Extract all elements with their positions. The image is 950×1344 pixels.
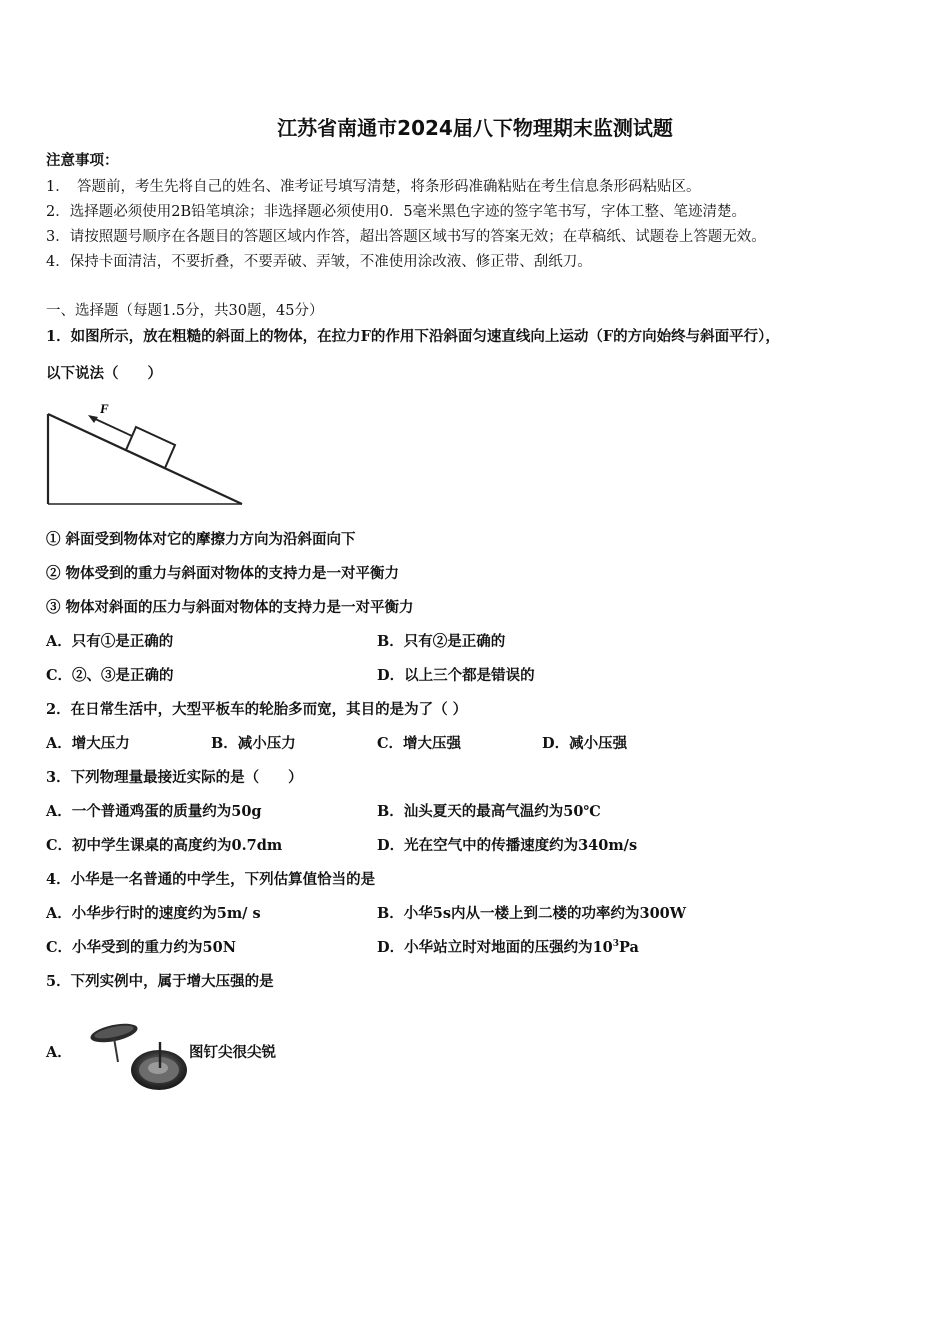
q1-option-b: B．只有②是正确的 bbox=[377, 633, 506, 650]
q5-option-a-label: A． bbox=[46, 1044, 72, 1061]
q1-statement-1: ① 斜面受到物体对它的摩擦力方向为沿斜面向下 bbox=[46, 531, 356, 548]
q1-option-c: C．②、③是正确的 bbox=[46, 667, 174, 684]
q3-option-c: C．初中学生课桌的高度约为0.7dm bbox=[46, 837, 283, 854]
q1-option-d: D．以上三个都是错误的 bbox=[377, 667, 535, 684]
q4-option-d bbox=[377, 938, 639, 958]
q4-option-a: A．小华步行时的速度约为5m/ s bbox=[46, 905, 261, 922]
notice-item-2: 2．选择题必须使用2B铅笔填涂；非选择题必须使用0．5毫米黑色字迹的签字笔书写，字体工整、笔迹清楚。 bbox=[46, 204, 747, 220]
block-shape bbox=[126, 427, 175, 468]
q2-stem: 2．在日常生活中，大型平板车的轮胎多而宽，其目的是为了（ ） bbox=[46, 701, 468, 718]
q3-option-d: D．光在空气中的传播速度约为340m/s bbox=[377, 837, 638, 854]
q4-option-d-exponent: 3 bbox=[612, 939, 620, 950]
notice-item-3: 3．请按照题号顺序在各题目的答题区域内作答，超出答题区域书写的答案无效；在草稿纸、试题卷上答题无效。 bbox=[46, 229, 766, 245]
q4-option-b: B．小华5s内从一楼上到二楼的功率约为300W bbox=[377, 905, 687, 922]
force-label: F bbox=[100, 401, 109, 416]
q2-option-c: C．增大压强 bbox=[377, 735, 462, 752]
q2-option-d: D．减小压强 bbox=[542, 735, 628, 752]
q4-option-d-unit: Pa bbox=[619, 939, 639, 956]
q1-stem-line2: 以下说法（ ） bbox=[46, 365, 162, 382]
q5-option-a-text: 图钉尖很尖锐 bbox=[189, 1044, 276, 1061]
q4-option-c: C．小华受到的重力约为50N bbox=[46, 939, 236, 956]
q1-stem-line1: 1．如图所示，放在粗糙的斜面上的物体，在拉力F的作用下沿斜面匀速直线向上运动（F的方向始终与斜面平行）， bbox=[46, 328, 780, 345]
notice-item-1: 1． 答题前，考生先将自己的姓名、准考证号填写清楚，将条形码准确粘贴在考生信息条形码粘贴区。 bbox=[46, 179, 701, 195]
q4-option-d-prefix: D．小华站立时对地面的压强约为10 bbox=[377, 939, 613, 956]
q2-option-b: B．减小压力 bbox=[211, 735, 296, 752]
q2-option-a: A．增大压力 bbox=[46, 735, 130, 752]
force-arrow bbox=[91, 417, 132, 436]
notice-heading: 注意事项： bbox=[46, 152, 119, 169]
q5-stem: 5．下列实例中，属于增大压强的是 bbox=[46, 973, 274, 990]
section-heading: 一、选择题（每题1.5分，共30题，45分） bbox=[46, 303, 324, 319]
q4-stem: 4．小华是一名普通的中学生，下列估算值恰当的是 bbox=[46, 871, 376, 888]
q1-option-a: A．只有①是正确的 bbox=[46, 633, 174, 650]
thumbtack-image bbox=[84, 1020, 188, 1094]
q3-stem: 3．下列物理量最接近实际的是（ ） bbox=[46, 769, 303, 786]
page-title: 江苏省南通市2024届八下物理期末监测试题 bbox=[277, 116, 673, 140]
incline-figure bbox=[44, 398, 248, 508]
q3-option-b: B．汕头夏天的最高气温约为50℃ bbox=[377, 803, 601, 820]
q1-statement-3: ③ 物体对斜面的压力与斜面对物体的支持力是一对平衡力 bbox=[46, 599, 414, 616]
q1-statement-2: ② 物体受到的重力与斜面对物体的支持力是一对平衡力 bbox=[46, 565, 400, 582]
notice-item-4: 4．保持卡面清洁，不要折叠，不要弄破、弄皱，不准使用涂改液、修正带、刮纸刀。 bbox=[46, 254, 592, 270]
q3-option-a: A．一个普通鸡蛋的质量约为50g bbox=[46, 803, 262, 820]
